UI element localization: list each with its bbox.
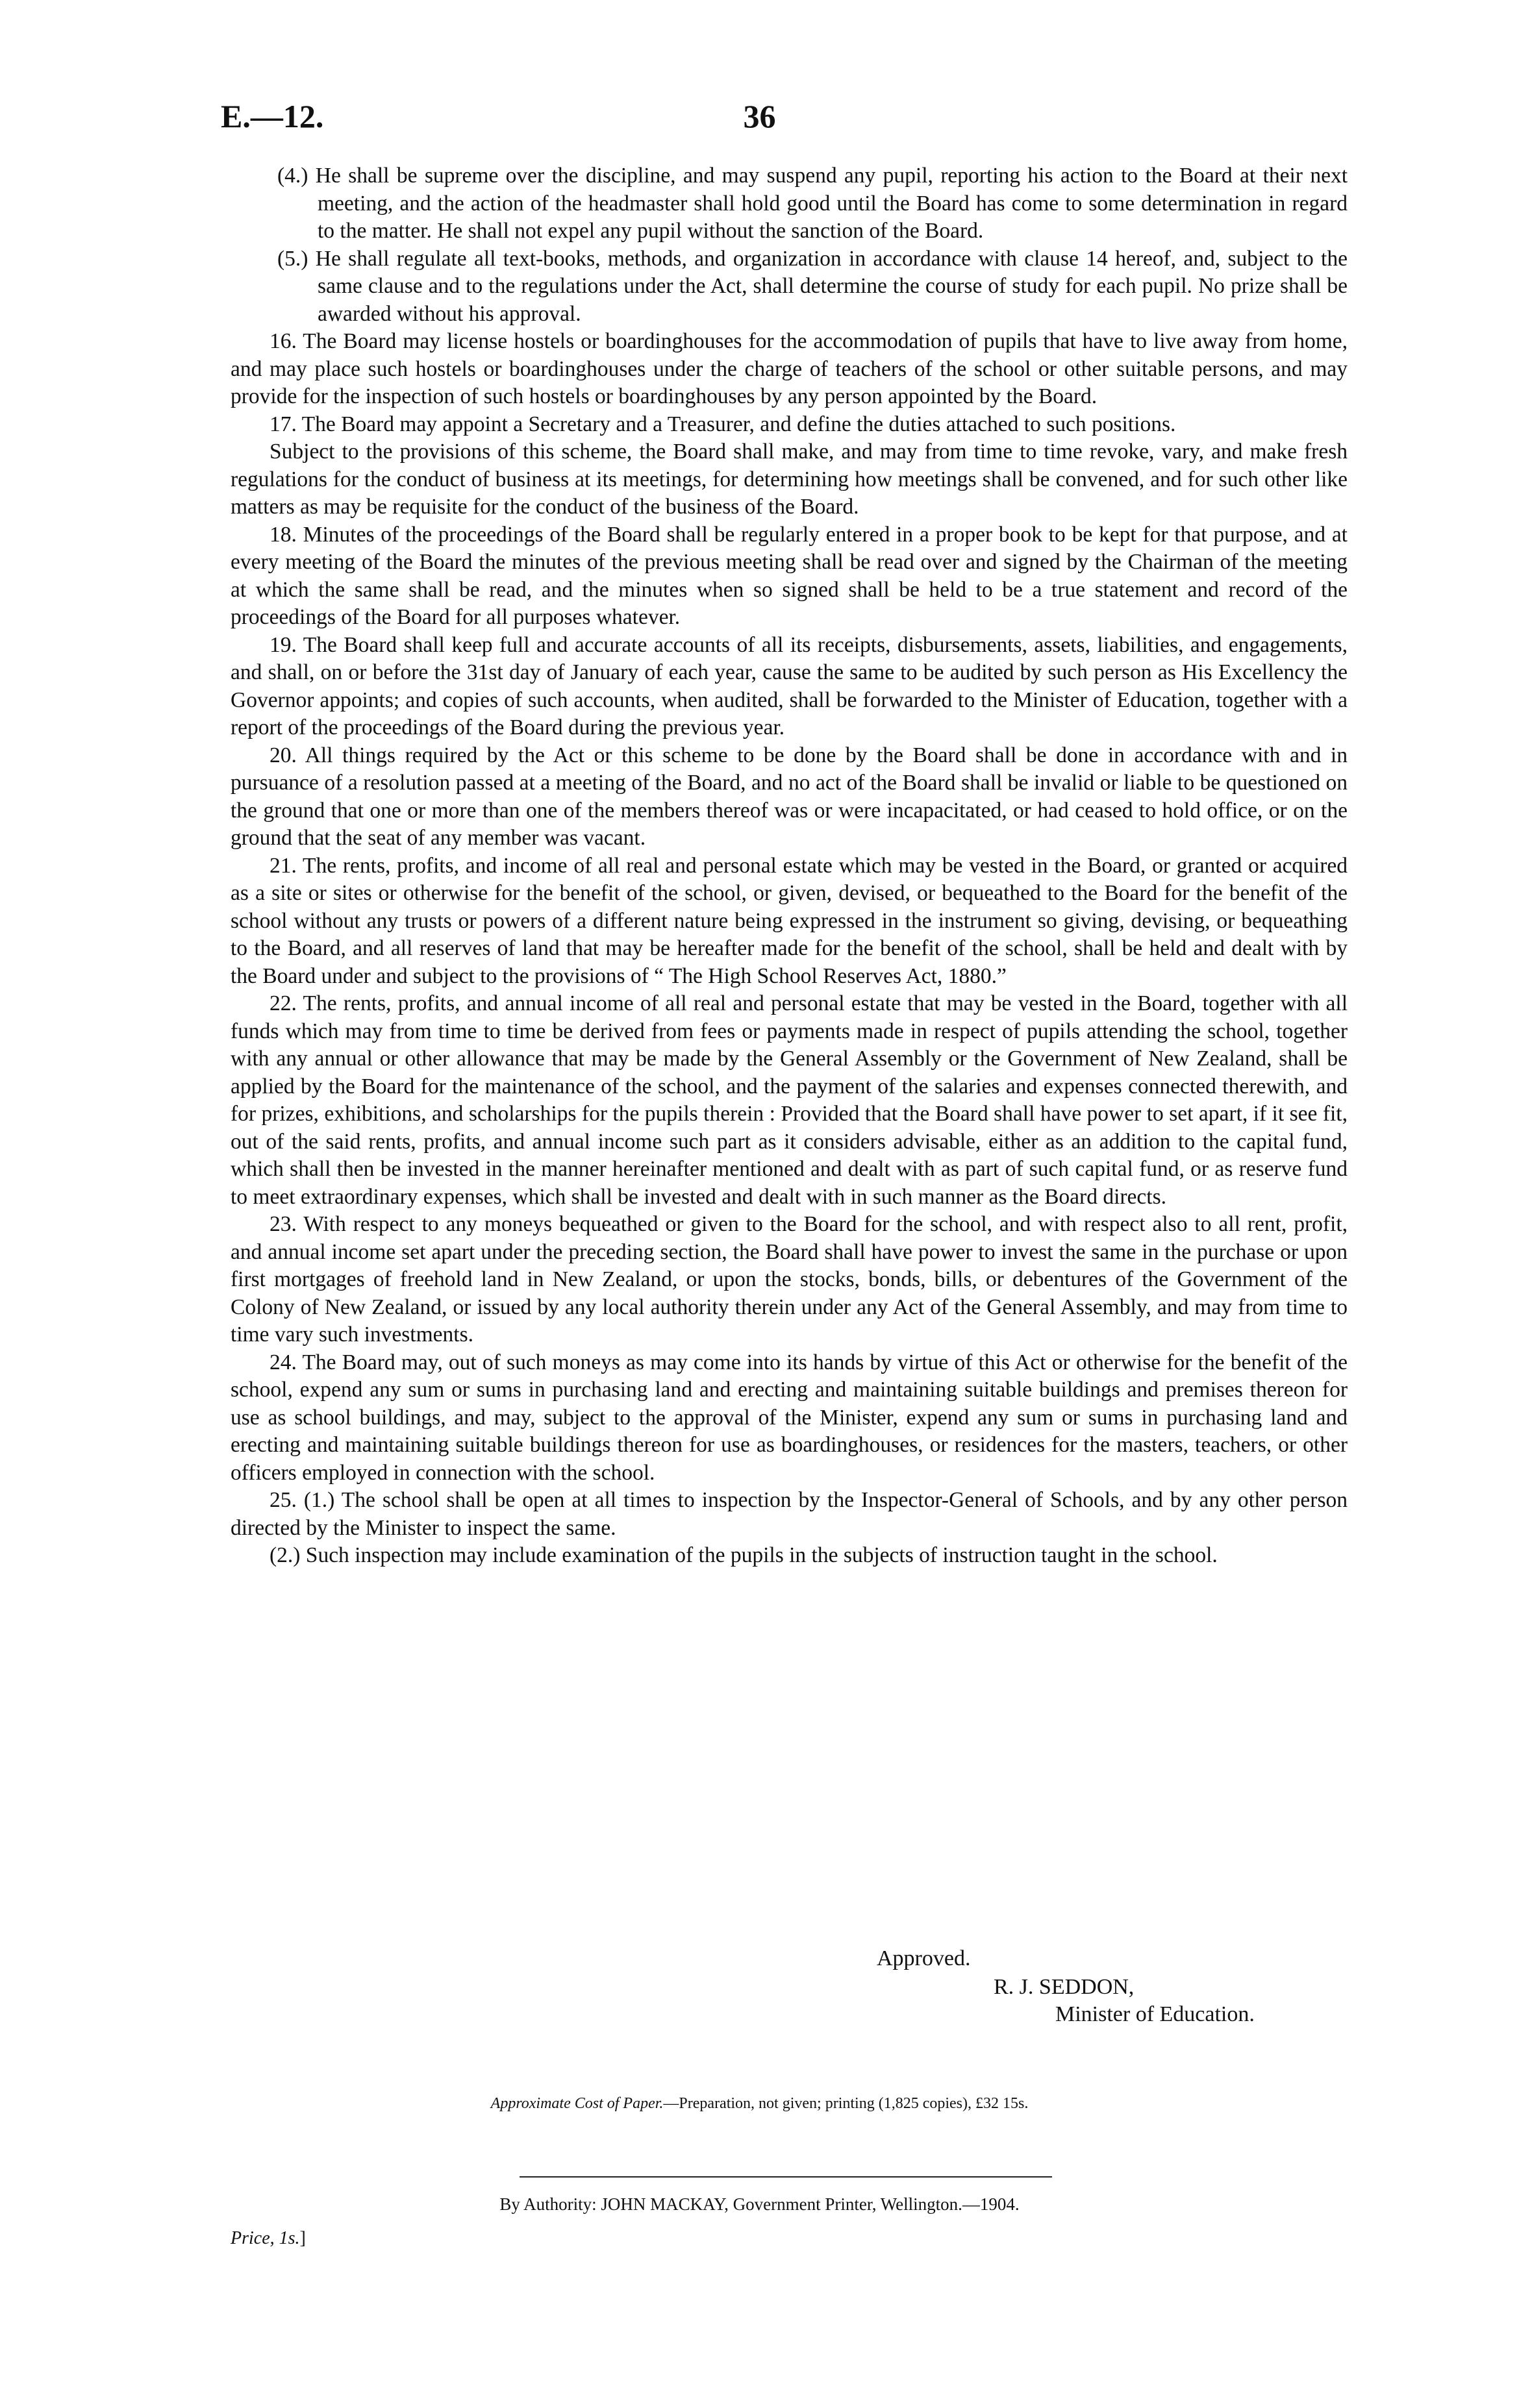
paragraph-17: 17. The Board may appoint a Secretary and a Treasurer, and define the duties attached to such positions. bbox=[270, 412, 1176, 436]
page-number: 36 bbox=[743, 98, 776, 134]
paragraph-15-4: (4.) He shall be supreme over the discipline, and may suspend any pupil, reporting his action to the Board at their next meeting, and the action of the headmaster shall hold good until the Board has come to some determination in regard to the matter. He shall not expel any pupil without the sanction of the Board. bbox=[277, 164, 1348, 243]
paragraph-23: 23. With respect to any moneys bequeathed or given to the Board for the school, and with respect also to all rent, profit, and annual income set apart under the preceding section, the Board shall have power to invest the same in the purchase or upon first mortgages of freehold land in New Zealand, or upon the stocks, bonds, bills, or debentures of the Government of the Colony of New Zealand, or issued by any local authority therein under any Act of the General Assembly, and may from time to time vary such investments. bbox=[231, 1212, 1348, 1347]
paragraph-18: 18. Minutes of the proceedings of the Board shall be regularly entered in a proper book to be kept for that purpose, and at every meeting of the Board the minutes of the previous meeting shall be read over and signed by the Chairman of the meeting at which the same shall be read, and the minutes when so signed shall be held to be a true statement and record of the proceedings of the Board for all purposes whatever. bbox=[231, 522, 1348, 629]
paragraph-16: 16. The Board may license hostels or boardinghouses for the accommodation of pupils that have to live away from home, and may place such hostels or boardinghouses under the charge of teachers of the school or other suitable persons, and may provide for the inspection of such hostels or boardinghouses by any person appointed by the Board. bbox=[231, 329, 1348, 408]
price-label: Price, 1s. bbox=[231, 2228, 300, 2248]
paragraph-24: 24. The Board may, out of such moneys as may come into its hands by virtue of this Act or otherwise for the benefit of the school, expend any sum or sums in purchasing land and erecting and maintaining suitable buildings and premises thereon for use as school buildings, and may, subject to the approval of the Minister, expend any sum or sums in purchasing land and erecting and maintaining suitable buildings thereon for use as boardinghouses, or residences for the masters, teachers, or other officers employed in connection with the school. bbox=[231, 1350, 1348, 1485]
paragraph-20: 20. All things required by the Act or this scheme to be done by the Board shall be done in accordance with and in pursuance of a resolution passed at a meeting of the Board, and no act of the Board shall be invalid or liable to be questioned on the ground that one or more than one of the members thereof was or were incapacitated, or had ceased to hold office, or on the ground that the seat of any member was vacant. bbox=[231, 743, 1348, 850]
paragraph-19: 19. The Board shall keep full and accurate accounts of all its receipts, disbursements, assets, liabilities, and engagements, and shall, on or before the 31st day of January of each year, cause the same to be audited by such person as His Excellency the Governor appoints; and copies of such accounts, when audited, shall be forwarded to the Minister of Education, together with a report of the proceedings of the Board during the previous year. bbox=[231, 632, 1348, 739]
paragraph-25-2: (2.) Such inspection may include examination of the pupils in the subjects of instruction taught in the school. bbox=[270, 1543, 1218, 1567]
document-reference: E.—12. bbox=[221, 98, 324, 134]
signatory-name: R. J. SEDDON, bbox=[994, 1975, 1135, 1999]
approved-label: Approved. bbox=[877, 1946, 971, 1970]
paragraph-22: 22. The rents, profits, and annual income of all real and personal estate that may be vested in the Board, together with all funds which may from time to time be derived from fees or payments made in respect of pupils attending the school, together with any annual or other allowance that may be made by the General Assembly or the Government of New Zealand, shall be applied by the Board for the maintenance of the school, and the payment of the salaries and expenses connected therewith, and for prizes, exhibitions, and scholarships for the pupils therein : Provided that the Board shall have power to set apart, if it see fit, out of the said rents, profits, and annual income such part as it considers advisable, either as an addition to the capital fund, which shall then be invested in the manner hereinafter mentioned and dealt with as part of such capital fund, or as reserve fund to meet extraordinary expenses, which shall be invested and dealt with in such manner as the Board directs. bbox=[231, 991, 1348, 1209]
paragraph-17-regulations: Subject to the provisions of this scheme, the Board shall make, and may from time to time revoke, vary, and make fresh regulations for the conduct of business at its meetings, for determining how meetings shall be convened, and for such other like matters as may be requisite for the conduct of the business of the Board. bbox=[231, 440, 1348, 519]
price-bracket: ] bbox=[299, 2228, 306, 2248]
cost-of-paper-note bbox=[0, 2095, 1519, 2113]
price-note bbox=[231, 2228, 306, 2249]
paragraph-15-5: (5.) He shall regulate all text-books, methods, and organization in accordance with clause 14 hereof, and, subject to the same clause and to the regulations under the Act, shall determine the course of study for each pupil. No prize shall be awarded without his approval. bbox=[277, 246, 1348, 326]
signatory-title: Minister of Education. bbox=[1055, 2002, 1255, 2026]
footer-divider bbox=[520, 2176, 1052, 2178]
paragraph-25-1: 25. (1.) The school shall be open at all times to inspection by the Inspector-General of Schools, and by any other person directed by the Minister to inspect the same. bbox=[231, 1488, 1348, 1540]
document-body bbox=[231, 162, 1348, 1570]
printer-authority: By Authority: JOHN MACKAY, Government Printer, Wellington.—1904. bbox=[499, 2194, 1020, 2214]
cost-text: —Preparation, not given; printing (1,825 copies), £32 15s. bbox=[663, 2095, 1029, 2112]
cost-label: Approximate Cost of Paper. bbox=[490, 2095, 664, 2112]
paragraph-21: 21. The rents, profits, and income of all real and personal estate which may be vested in the Board, or granted or acquired as a site or sites or otherwise for the benefit of the school, or given, devised, or bequeathed to the Board for the benefit of the school without any trusts or powers of a different nature being expressed in the instrument so giving, devising, or bequeathing to the Board, and all reserves of land that may be hereafter made for the benefit of the school, shall be held and dealt with by the Board under and subject to the provisions of “ The High School Reserves Act, 1880.” bbox=[231, 853, 1348, 988]
page-header bbox=[221, 97, 1298, 149]
